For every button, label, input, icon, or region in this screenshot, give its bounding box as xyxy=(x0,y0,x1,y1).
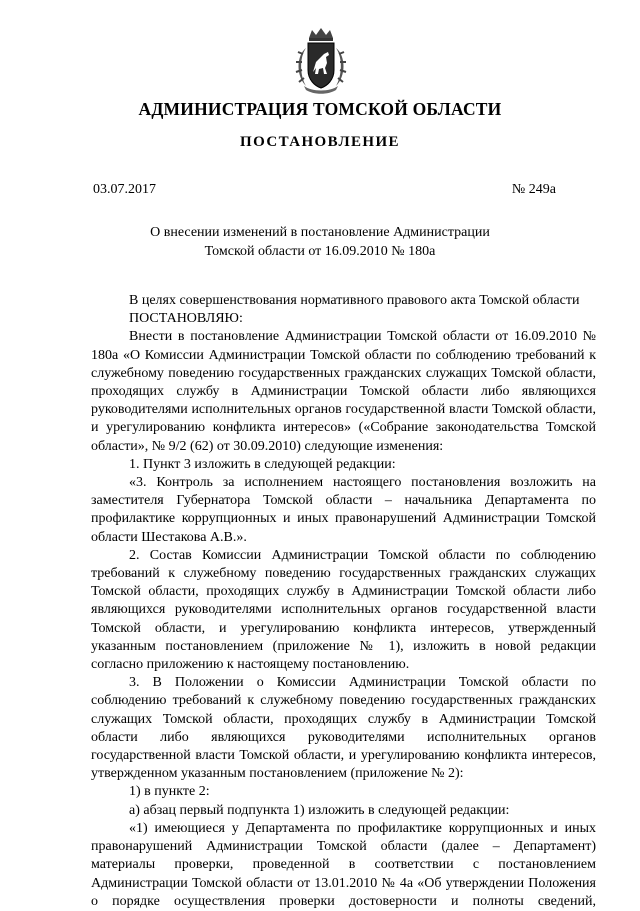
body-paragraph: 1) в пункте 2: xyxy=(129,784,210,800)
document-body xyxy=(91,292,596,911)
body-paragraph: «3. Контроль за исполнением настоящего постановления возложить на заместителя Губернатора Томской области – начальника Департамента по профилактике коррупционных и иных правонарушений Администрации Томской области Шестакова А.В.». xyxy=(91,475,596,545)
document-date: 03.07.2017 xyxy=(93,182,156,197)
body-paragraph: В целях совершенствования нормативного правового акта Томской области xyxy=(129,293,580,308)
body-paragraph: ПОСТАНОВЛЯЮ: xyxy=(129,311,243,327)
organization-title: АДМИНИСТРАЦИЯ ТОМСКОЙ ОБЛАСТИ xyxy=(138,99,502,119)
document-subject xyxy=(0,223,640,261)
body-paragraph: Внести в постановление Администрации Томской области от 16.09.2010 № 180а «О Комиссии Администрации Томской области по соблюдению требований к служебному поведению государственных гражданских служащих Томской области, проходящих службу в Администрации Томской области либо являющихся руководителями исполнительных органов государственной власти Томской области, и урегулированию конфликта интересов» («Собрание законодательства Томской области», № 9/2 (62) от 30.09.2010) следующие изменения: xyxy=(91,329,596,454)
subject-line: О внесении изменений в постановление Администрации xyxy=(150,225,490,240)
body-paragraph: «1) имеющиеся у Департамента по профилактике коррупционных и иных правонарушений Администрации Томской области (далее – Департамент) материалы проверки, проведенной в соответствии с постановлением Администрации Томской области от 13.01.2010 № 4а «Об утверждении Положения о порядке осуществления проверки достоверности и полноты сведений, xyxy=(91,820,596,909)
tomsk-coat-of-arms-icon xyxy=(294,28,348,96)
body-paragraph: 3. В Положении о Комиссии Администрации Томской области по соблюдению требований к служебному поведению государственных гражданских служащих Томской области, проходящих службу в Администрации Томской области либо являющихся руководителями исполнительных органов государственной власти Томской области, и урегулированию конфликта интересов, утвержденном указанным постановлением (приложение № 2): xyxy=(91,675,596,782)
subject-line: Томской области от 16.09.2010 № 180а xyxy=(204,244,436,259)
document-type: ПОСТАНОВЛЕНИЕ xyxy=(240,134,400,150)
body-paragraph: 2. Состав Комиссии Администрации Томской области по соблюдению требований к служебному поведению государственных гражданских служащих Томской области, проходящих службу в Администрации Томской области либо являющихся руководителями исполнительных органов государственной власти Томской области, и урегулированию конфликта интересов, утвержденный указанным постановлением (приложение № 1), изложить в новой редакции согласно приложению к настоящему постановлению. xyxy=(91,547,596,673)
body-paragraph: 1. Пункт 3 изложить в следующей редакции: xyxy=(129,456,396,472)
document-number: № 249а xyxy=(511,182,556,197)
body-paragraph: а) абзац первый подпункта 1) изложить в следующей редакции: xyxy=(129,802,510,818)
